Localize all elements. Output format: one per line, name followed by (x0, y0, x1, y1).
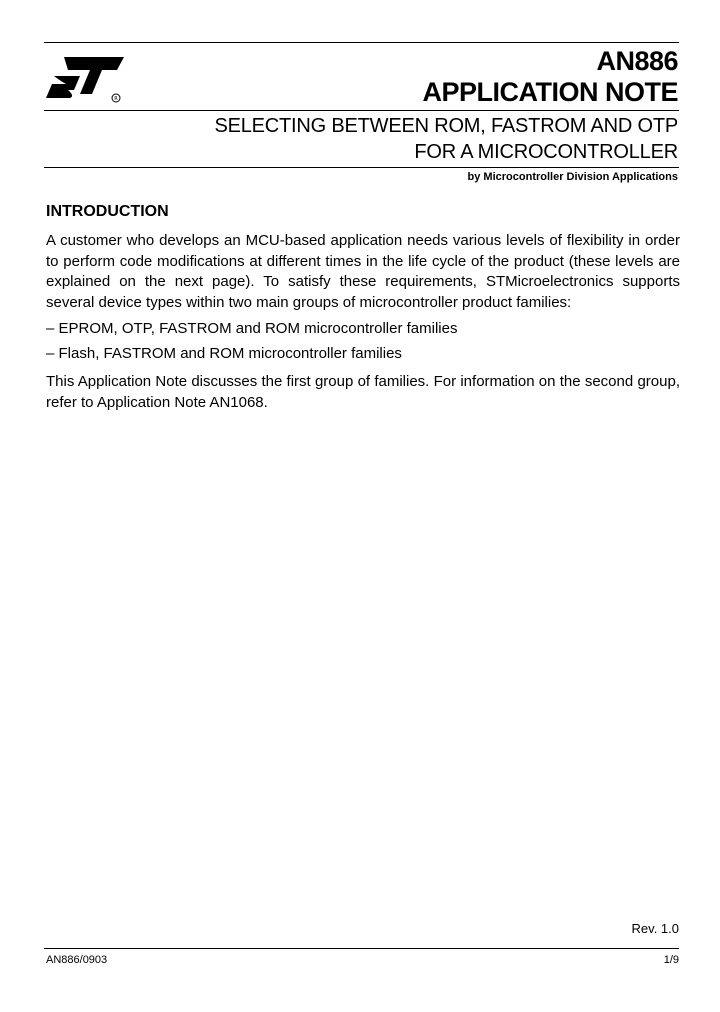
list-item: – EPROM, OTP, FASTROM and ROM microcontroller families (46, 320, 458, 337)
svg-text:R: R (114, 96, 118, 102)
intro-paragraph-2: This Application Note discusses the first group of families. For information on the second group, refer to Application Note AN1068. (46, 373, 680, 411)
subtitle-rule (44, 167, 679, 168)
title-rule (44, 110, 679, 111)
top-rule (44, 42, 679, 43)
doc-number: AN886 (596, 46, 678, 76)
page-number: 1/9 (663, 954, 679, 966)
doc-title-line-1: SELECTING BETWEEN ROM, FASTROM AND OTP (214, 115, 678, 137)
st-logo-icon (44, 52, 124, 104)
byline: by Microcontroller Division Applications (467, 171, 678, 183)
footer-doc-code: AN886/0903 (46, 954, 108, 966)
intro-paragraph-1: A customer who develops an MCU-based application needs various levels of flexibility in order to perform code modifications at different times in the life cycle of the product (these levels are explained on the next page). To satisfy these requirements, STMicroelectronics supports several device types within two main groups of microcontroller product families: (46, 232, 680, 311)
footer-rule (44, 948, 679, 949)
doc-type-title: APPLICATION NOTE (422, 77, 678, 107)
introduction-heading: INTRODUCTION (46, 203, 169, 220)
list-item: – Flash, FASTROM and ROM microcontroller families (46, 345, 402, 362)
doc-title-line-2: FOR A MICROCONTROLLER (414, 141, 678, 163)
revision-label: Rev. 1.0 (631, 921, 679, 936)
